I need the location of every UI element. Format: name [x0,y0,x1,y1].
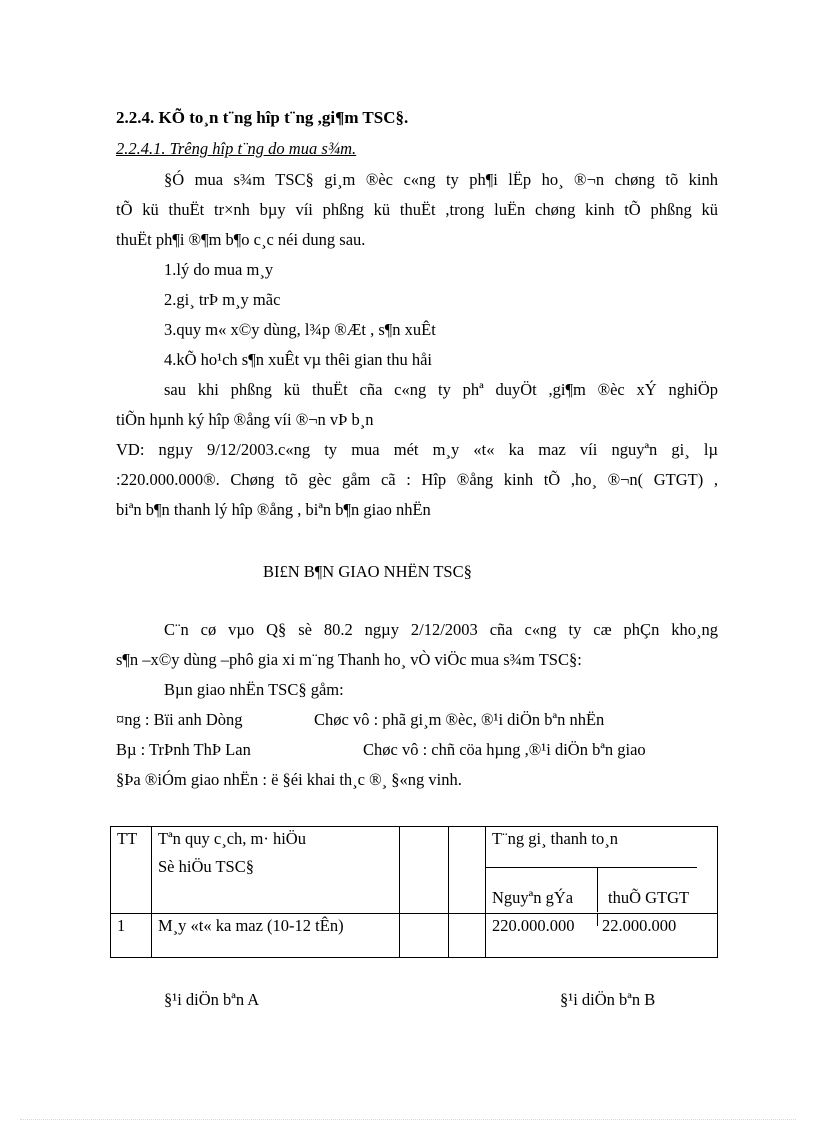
table-cell [400,914,449,958]
section-heading: 2.2.4. KÕ to¸n t¨ng hîp t¨ng ,gi¶m TSC§. [116,108,409,127]
table-cell [111,914,152,958]
col-original-label: Nguyªn gÝa [492,888,574,907]
basis-line: C¨n cø vµo Q§ sè 80.2 ngµy 2/12/2003 cña c«ng ty cæ phÇn kho¸ng [164,620,718,639]
member-role: Chøc vô : chñ cöa hµng ,®¹i diÖn bªn giao [363,740,646,759]
signature-party-a: §¹i diÖn bªn A [164,990,260,1009]
asset-name: M¸y «t« ka maz (10-12 tÊn) [158,916,344,936]
paragraph-line: §Ó mua s¾m TSC§ gi¸m ®èc c«ng ty ph¶i lËp ho¸ ®¬n chøng tõ kinh [164,170,718,189]
table-cell [449,914,486,958]
table-header-cell [449,827,486,914]
signature-party-b: §¹i diÖn bªn B [560,990,656,1009]
table-header-cell [486,827,718,914]
committee-line: Bµn giao nhËn TSC§ gåm: [164,680,344,699]
page-bottom-border [20,1119,796,1120]
list-item: 3.quy m« x©y dùng, l¾p ®Æt , s¶n xuÊt [164,320,436,339]
col-name-label-2: Sè hiÖu TSC§ [158,857,254,876]
payment-values [486,914,717,956]
paragraph-line: tÕ kü thuËt tr×nh bµy víi phßng kü thuËt ,trong luËn chøng kinh tÕ phßng kü [116,200,718,219]
table-header-cell [111,827,152,914]
original-value: 220.000.000 [492,916,575,936]
list-item: 1.lý do mua m¸y [164,260,274,279]
row-number: 1 [117,916,126,936]
location-line: §Þa ®iÓm giao nhËn : ë §éi khai th¸c ®¸ §«ng vinh. [116,770,462,789]
table-header-row [111,827,718,914]
table-row [111,914,718,958]
paragraph-line: tiÕn hµnh ký hîp ®ång víi ®¬n vÞ b¸n [116,410,374,429]
col-total-label: T¨ng gi¸ thanh to¸n [492,829,619,848]
table-header-cell [400,827,449,914]
table-header-cell [152,827,400,914]
subsection-heading: 2.2.4.1. Trêng hîp t¨ng do mua s¾m. [116,139,357,158]
list-item: 4.kÕ ho¹ch s¶n xuÊt vµ thêi gian thu håi [164,350,433,369]
vat-value: 22.000.000 [602,916,677,936]
col-vat-label: thuÕ GTGT [608,888,690,907]
payment-header [486,827,717,912]
example-line: biªn b¶n thanh lý hîp ®ång , biªn b¶n giao nhËn [116,500,431,519]
asset-table [110,826,718,958]
example-line: VD: ngµy 9/12/2003.c«ng ty mua mét m¸y «t« ka maz víi nguyªn gi¸ lµ [116,440,718,459]
member-name: Bµ : TrÞnh ThÞ Lan [116,740,251,759]
table-cell [152,914,400,958]
col-tt-label: TT [117,829,138,848]
example-line: :220.000.000®. Chøng tõ gèc gåm cã : Hîp ®ång kinh tÕ ,ho¸ ®¬n( GTGT) , [116,470,718,489]
divider [597,867,598,912]
basis-line: s¶n –x©y dùng –phô gia xi m¨ng Thanh ho¸ vÒ viÖc mua s¾m TSC§: [116,650,582,669]
paragraph-line: sau khi phßng kü thuËt cña c«ng ty phª duyÖt ,gi¶m ®èc xÝ nghiÖp [164,380,718,399]
table-cell [486,914,718,958]
paragraph-line: thuËt ph¶i ®¶m b¶o c¸c néi dung sau. [116,230,366,249]
member-name: ¤ng : Bïi anh Dòng [116,710,243,729]
member-role: Chøc vô : phã gi¸m ®èc, ®¹i diÖn bªn nhËn [314,710,605,729]
col-name-label-1: Tªn quy c¸ch, m· hiÖu [158,829,306,848]
list-item: 2.gi¸ trÞ m¸y mãc [164,290,281,309]
divider [486,867,697,868]
minutes-title: BI£N B¶N GIAO NHËN TSC§ [263,562,472,581]
divider [597,914,598,926]
